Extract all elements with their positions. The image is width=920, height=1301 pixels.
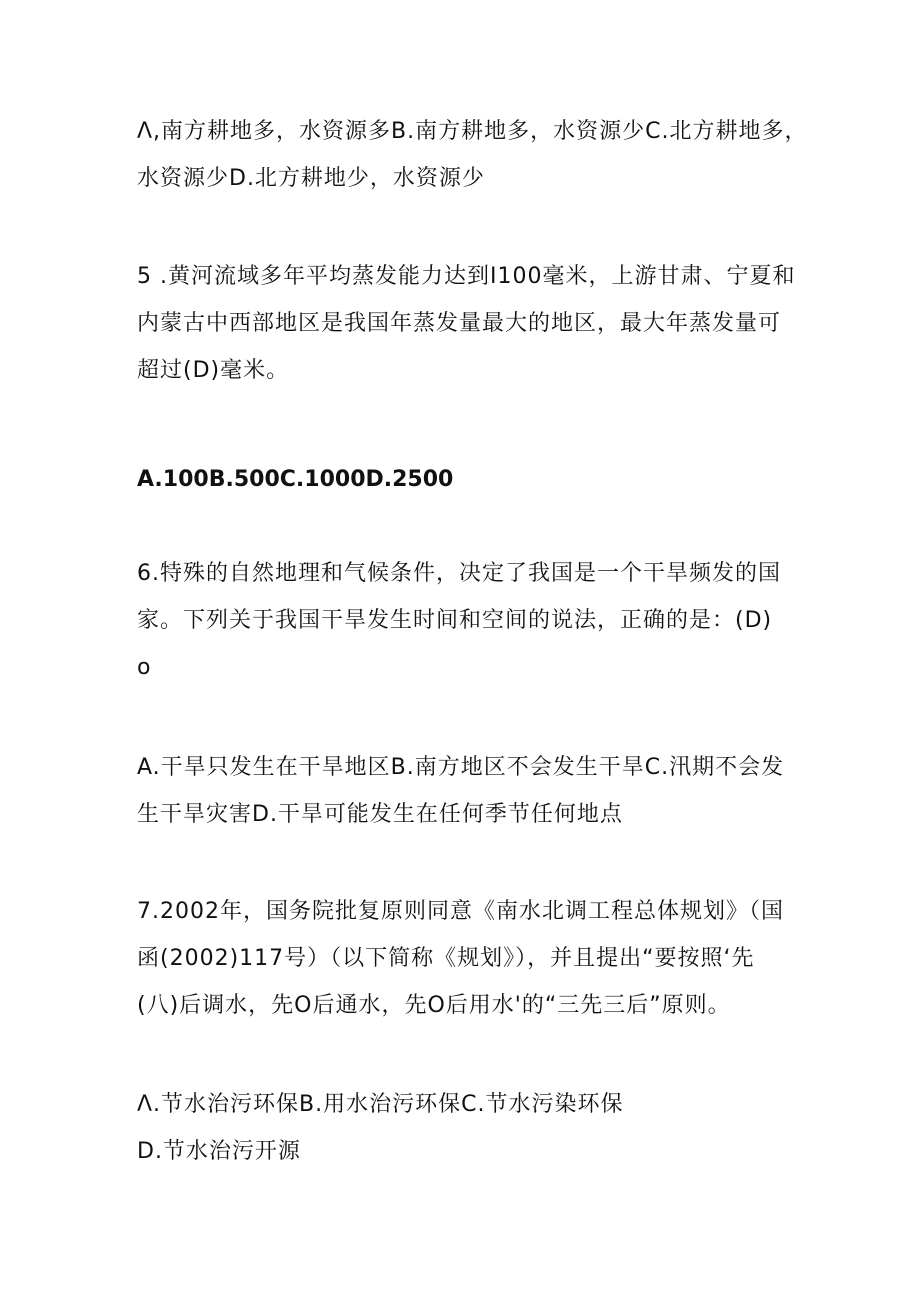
question-6-stem xyxy=(137,550,787,691)
text-line: Λ,南方耕地多，水资源多B.南方耕地多，水资源少C.北方耕地多， xyxy=(137,119,808,144)
question-7-stem xyxy=(137,888,787,1029)
text-line: 超过(D)毫米。 xyxy=(137,358,290,383)
text-line: (八)后调水，先O后通水，先O后用水'的“三先三后”原则。 xyxy=(137,993,731,1018)
question-5-options xyxy=(137,456,787,503)
question-4-options xyxy=(137,108,808,202)
text-line: A.100B.500C.1000D.2500 xyxy=(137,467,454,492)
text-line: o xyxy=(137,655,152,680)
text-line: 家。下列关于我国干旱发生时间和空间的说法，正确的是：(D) xyxy=(137,608,773,633)
question-5-stem xyxy=(137,253,796,394)
text-line: D.节水治污开源 xyxy=(137,1139,301,1164)
text-line: 6.特殊的自然地理和气候条件，决定了我国是一个干旱频发的国 xyxy=(137,561,781,586)
text-line: 水资源少D.北方耕地少，水资源少 xyxy=(137,166,485,191)
text-line: A.干旱只发生在干旱地区B.南方地区不会发生干旱C.汛期不会发 xyxy=(137,755,785,780)
text-line: 内蒙古中西部地区是我国年蒸发量最大的地区，最大年蒸发量可 xyxy=(137,311,782,336)
text-line: 5 .黄河流域多年平均蒸发能力达到I100毫米，上游甘肃、宁夏和 xyxy=(137,264,796,289)
question-7-options xyxy=(137,1081,787,1175)
text-line: 函(2002)117号）（以下简称《规划》），并且提出“要按照‘先 xyxy=(137,946,755,971)
question-6-options xyxy=(137,744,787,838)
text-line: 7.2002年，国务院批复原则同意《南水北调工程总体规划》（国 xyxy=(137,899,784,924)
text-line: 生干旱灾害D.干旱可能发生在任何季节任何地点 xyxy=(137,802,623,827)
text-line: Λ.节水治污环保B.用水治污环保C.节水污染环保 xyxy=(137,1092,624,1117)
